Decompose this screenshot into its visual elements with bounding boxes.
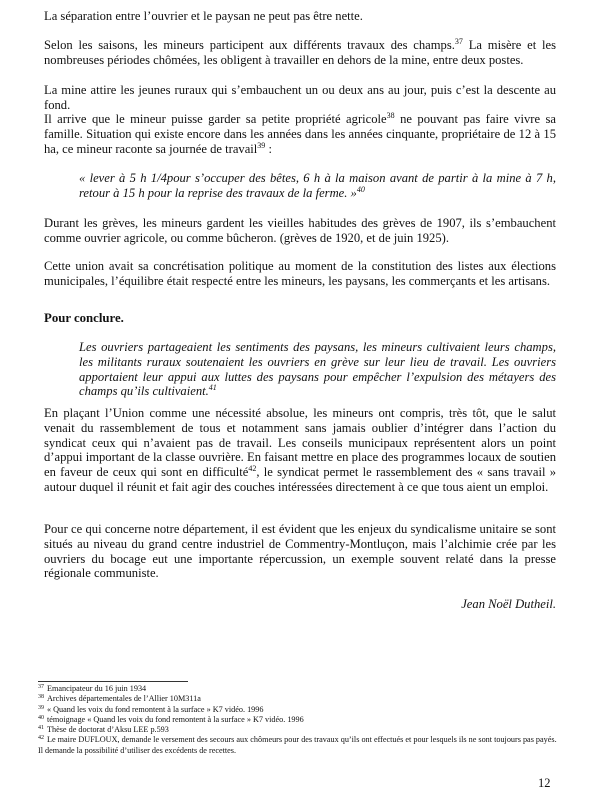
paragraph-strikes: Durant les grèves, les mineurs gardent les vieilles habitudes des grèves de 1907, ils s’embauchent comme ouvrier agricole, ou comme bûcheron. (grèves de 1920, et de juin 1925).: [44, 216, 556, 245]
footnote-37: [38, 684, 568, 694]
author-signature: Jean Noël Dutheil.: [461, 597, 556, 611]
footnote-text: Emancipateur du 16 juin 1934: [47, 684, 147, 693]
footnote-38: [38, 694, 568, 704]
quote-text: Les ouvriers partageaient les sentiments des paysans, les mineurs cultivaient leurs champs, les militants ruraux soutenaient les ouvriers en grève sur leur lieu de travail. Les ouvriers apportaient leur appui aux luttes des paysans pour empêcher l’expulsion des métayers des champs qu’ils cultivaient.: [79, 340, 556, 399]
footnote-number: 37: [38, 684, 44, 690]
paragraph-union-necessity: [44, 406, 556, 495]
footnote-ref-40[interactable]: 40: [356, 184, 365, 194]
footnote-number: 41: [38, 725, 44, 732]
footnote-text: « Quand les voix du fond remontent à la surface » K7 vidéo. 1996: [47, 704, 264, 714]
footnote-text: Thèse de doctorat d’Aksu LEE p.593: [47, 725, 169, 735]
paragraph-text: La misère et les nombreuses périodes chômées, les obligent à travailler en dehors de la mine, entre deux postes.: [44, 38, 556, 67]
footnote-ref-41[interactable]: 41: [208, 383, 217, 393]
paragraph-text: Il arrive que le mineur puisse garder sa petite propriété agricole: [44, 112, 387, 126]
footnote-text: Archives départementales de l’Allier 10M311a: [47, 694, 201, 704]
paragraph-department: Pour ce qui concerne notre département, il est évident que les enjeux du syndicalisme unitaire se sont situés au niveau du grand centre industriel de Commentry-Montluçon, mais l’alchimie crée par les ouvriers du bocage eut une importante répercussion, un exemple souvent relaté dans la presse régionale communiste.: [44, 522, 556, 581]
footnote-text: Le maire DUFLOUX, demande le versement des secours aux chômeurs pour des travaux qu’ils ont effectués et pour lesquels ils ne sont toujours pas payés.: [47, 735, 557, 745]
footnote-ref-38[interactable]: 38: [386, 111, 395, 120]
footnote-40: [38, 715, 568, 725]
footnote-number: 42: [38, 735, 44, 742]
paragraph-text: , le syndicat permet le rassemblement des « sans travail » autour duquel il réunit et fait agir des couches intéressées directement à ce que tous aient un emploi.: [44, 465, 556, 494]
footnote-ref-37[interactable]: 37: [454, 37, 463, 46]
paragraph-text: :: [265, 141, 272, 156]
block-quote-conclusion: [79, 340, 556, 399]
footnote-ref-39[interactable]: 39: [257, 140, 266, 150]
page-number: 12: [538, 776, 551, 790]
paragraph-text: Selon les saisons, les mineurs participent aux différents travaux des champs.: [44, 38, 455, 52]
footnote-ref-42[interactable]: 42: [248, 464, 257, 474]
footnote-number: 39: [38, 704, 44, 711]
footnote-text: Il demande la possibilité d’utiliser des excédents de recettes.: [38, 745, 237, 755]
quote-text: « lever à 5 h 1/4pour s’occuper des bêtes, 6 h à la maison avant de partir à la mine à 7 h, retour à 15 h pour la reprise des travaux de la ferme. »: [79, 171, 556, 200]
footnote-42: [38, 735, 568, 745]
footnote-separator: [38, 681, 188, 682]
footnote-42-continuation: [38, 746, 568, 756]
block-quote-workday: [79, 171, 556, 201]
paragraph-mine-attracts: La mine attire les jeunes ruraux qui s’embauchent un ou deux ans au jour, puis c’est la descente au fond.: [44, 83, 556, 112]
footnotes-section: [38, 684, 568, 756]
footnote-number: 40: [38, 714, 44, 721]
paragraph-separation: La séparation entre l’ouvrier et le paysan ne peut pas être nette.: [44, 9, 363, 23]
paragraph-text: En plaçant l’Union comme une nécessité absolue, les mineurs ont compris, très tôt, que le salut venait du rassemblement de tous et notamment sans jamais oublier d’intégrer dans l’action du syndicat ceux qui n’avaient pas de travail. Les conseils municipaux représentent alors un point d’appui important de la classe ouvrière. En faisant mettre en place des programmes locaux de soutien en faveur de ceux qui sont en difficulté: [44, 406, 556, 480]
footnote-number: 38: [38, 694, 44, 701]
footnote-text: témoignage « Quand les voix du fond remontent à la surface » K7 vidéo. 1996: [47, 714, 304, 724]
paragraph-small-property: [44, 112, 556, 156]
footnote-39: [38, 705, 568, 715]
section-heading-conclusion: Pour conclure.: [44, 311, 124, 325]
footnote-41: [38, 725, 568, 735]
paragraph-political-union: Cette union avait sa concrétisation politique au moment de la constitution des listes aux élections municipales, l’équilibre était respecté entre les mineurs, les paysans, les commerçants et les artisans.: [44, 259, 556, 288]
paragraph-text: ne pouvant pas faire vivre sa famille. Situation qui existe encore dans les années dans les années cinquante, propriétaire de 12 à 15 ha, ce mineur raconte sa journée de travail: [44, 112, 557, 156]
paragraph-seasons: [44, 38, 556, 68]
